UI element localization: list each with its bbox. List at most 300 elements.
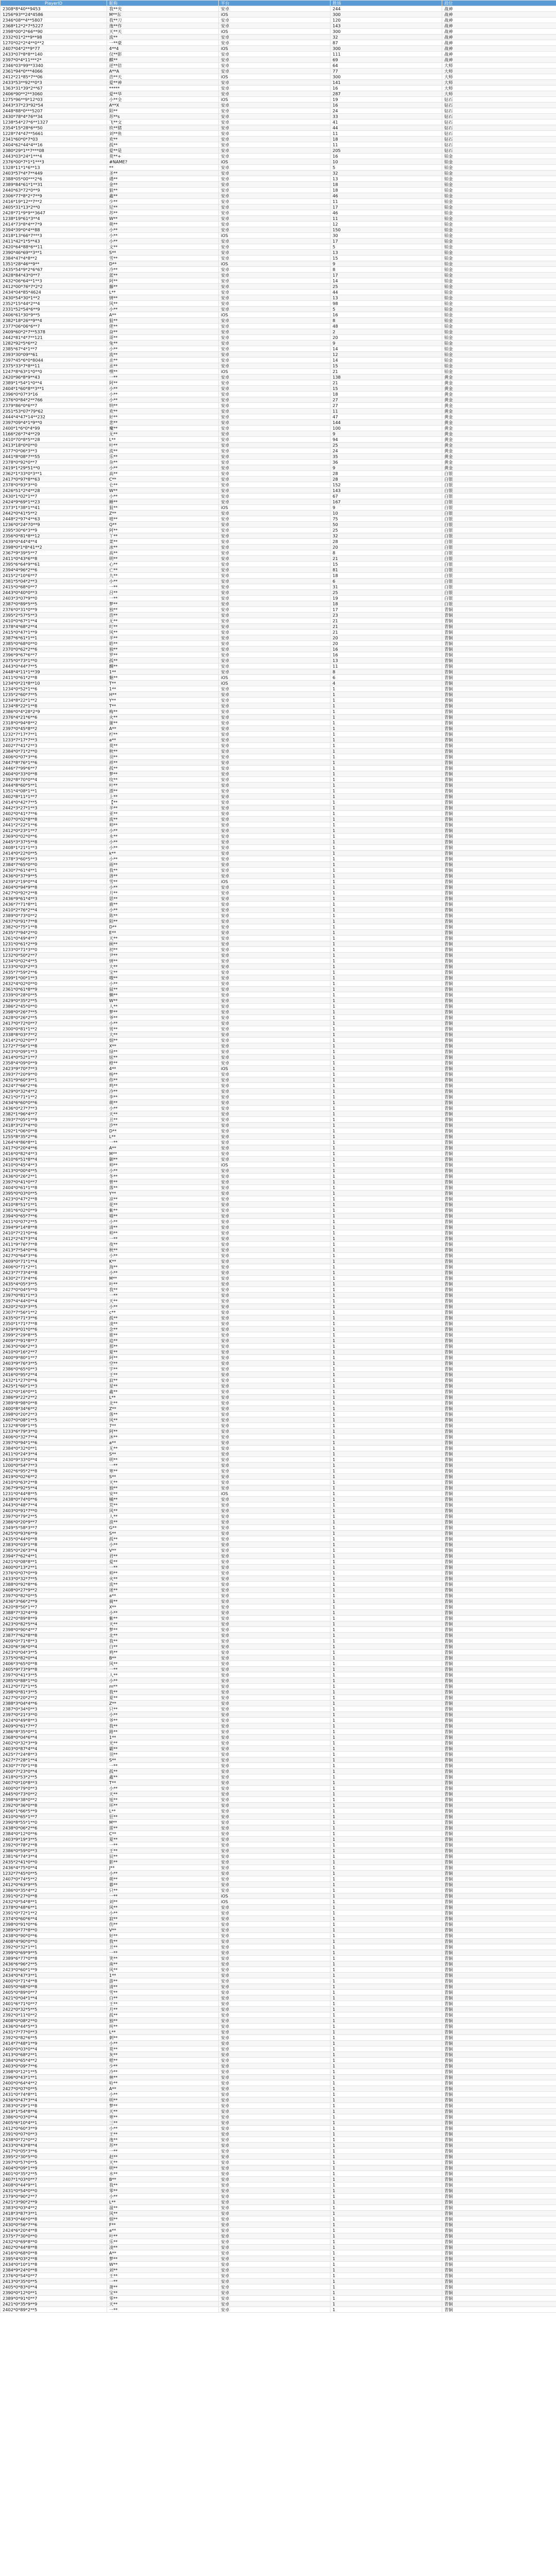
rank-cell: 青铜 xyxy=(442,1570,556,1576)
platform-cell: 安卓 xyxy=(219,1599,331,1604)
nickname-cell: 好** xyxy=(107,1933,219,1939)
nickname-cell: 一**豪 xyxy=(107,40,219,46)
player-id-cell: 1234*0*52*1**6 xyxy=(1,686,107,692)
nickname-cell: 白** xyxy=(107,1644,219,1650)
platform-cell: 安卓 xyxy=(219,1848,331,1854)
table-row xyxy=(1,69,556,74)
player-id-cell: 2415*0*47*1**9 xyxy=(1,630,107,635)
rank-cell: 青铜 xyxy=(442,2109,556,2114)
wins-cell: 1 xyxy=(331,2035,442,2041)
rank-cell: 黄金 xyxy=(442,460,556,465)
wins-cell: 1 xyxy=(331,1021,442,1026)
table-row xyxy=(1,2069,556,2075)
wins-cell: 17 xyxy=(331,273,442,278)
table-row xyxy=(1,1196,556,1202)
wins-cell: 18 xyxy=(331,601,442,607)
nickname-cell: 悲** xyxy=(107,420,219,426)
nickname-cell: 小** xyxy=(107,465,219,471)
wins-cell: 27 xyxy=(331,403,442,409)
player-id-cell: 2421*0*08*8**1 xyxy=(1,1559,107,1565)
wins-cell: 20 xyxy=(331,335,442,341)
nickname-cell: 沐** xyxy=(107,1434,219,1440)
platform-cell: 安卓 xyxy=(219,267,331,273)
player-id-cell: 2407*04*2**9*77 xyxy=(1,46,107,52)
nickname-cell: 雨** xyxy=(107,862,219,868)
wins-cell: 36 xyxy=(331,460,442,465)
platform-cell: 安卓 xyxy=(219,658,331,664)
platform-cell: 安卓 xyxy=(219,1264,331,1270)
wins-cell: 9 xyxy=(331,341,442,346)
platform-cell: 安卓 xyxy=(219,703,331,709)
platform-cell: 安卓 xyxy=(219,1990,331,1995)
platform-cell: 安卓 xyxy=(219,1026,331,1032)
nickname-cell: 小** xyxy=(107,1270,219,1276)
player-id-cell: 2416*0*68*0**8 xyxy=(1,2250,107,2256)
nickname-cell: 叫** xyxy=(107,2024,219,2029)
wins-cell: 1 xyxy=(331,1009,442,1015)
table-row xyxy=(1,142,556,148)
nickname-cell: 小** xyxy=(107,2092,219,2097)
nickname-cell: 一** xyxy=(107,1140,219,1145)
rank-cell: 青铜 xyxy=(442,1366,556,1372)
platform-cell: 安卓 xyxy=(219,828,331,834)
player-id-cell: 2339*0*28*0**5 xyxy=(1,992,107,998)
nickname-cell: 叮** xyxy=(107,624,219,630)
rank-cell: 青铜 xyxy=(442,1684,556,1689)
nickname-cell: 海** xyxy=(107,1264,219,1270)
platform-cell: 安卓 xyxy=(219,1910,331,1916)
player-id-cell: 2411*0*24*3**4 xyxy=(1,1451,107,1457)
player-id-cell: 2434*0*10*1**8 xyxy=(1,2262,107,2267)
rank-cell: 青铜 xyxy=(442,1185,556,1191)
table-row xyxy=(1,1315,556,1321)
rank-cell: 铂金 xyxy=(442,352,556,358)
table-row xyxy=(1,2262,556,2267)
rank-cell: 青铜 xyxy=(442,2069,556,2075)
player-id-cell: 2423*7*73*4**8 xyxy=(1,1270,107,1276)
nickname-cell: 鑫** xyxy=(107,1774,219,1780)
table-row xyxy=(1,63,556,69)
nickname-cell: 夏** xyxy=(107,1349,219,1355)
table-row xyxy=(1,607,556,613)
table-row xyxy=(1,1599,556,1604)
rank-cell: 青铜 xyxy=(442,1559,556,1565)
player-id-cell: 2376*00*7*1*1***3 xyxy=(1,159,107,165)
wins-cell: 1 xyxy=(331,1474,442,1480)
table-row xyxy=(1,1162,556,1168)
table-row xyxy=(1,664,556,669)
player-id-cell: 2391*0*27*0**8 xyxy=(1,1893,107,1899)
table-row xyxy=(1,205,556,210)
player-id-cell: 2398*00*2*66**90 xyxy=(1,29,107,35)
platform-cell: 安卓 xyxy=(219,1310,331,1315)
nickname-cell: 明** xyxy=(107,1457,219,1463)
rank-cell: 青铜 xyxy=(442,2148,556,2154)
player-id-cell: 2403*9*19*3**5 xyxy=(1,1837,107,1842)
rank-cell: 青铜 xyxy=(442,839,556,845)
wins-cell: 1 xyxy=(331,1321,442,1327)
nickname-cell: 萌** xyxy=(107,1876,219,1882)
rank-cell: 青铜 xyxy=(442,1457,556,1463)
rank-cell: 铂金 xyxy=(442,222,556,227)
rank-cell: 青铜 xyxy=(442,2177,556,2182)
rank-cell: 青铜 xyxy=(442,1151,556,1157)
table-row xyxy=(1,2222,556,2228)
table-row xyxy=(1,1015,556,1021)
table-row xyxy=(1,686,556,692)
wins-cell: 1 xyxy=(331,1004,442,1009)
wins-cell: 1 xyxy=(331,2154,442,2160)
nickname-cell: 心** xyxy=(107,562,219,567)
nickname-cell: 追** xyxy=(107,1338,219,1344)
platform-cell: 安卓 xyxy=(219,1009,331,1015)
nickname-cell: 孤** xyxy=(107,1536,219,1542)
rank-cell: 青铜 xyxy=(442,1644,556,1650)
wins-cell: 1 xyxy=(331,1236,442,1242)
table-row xyxy=(1,261,556,267)
nickname-cell: 天** xyxy=(107,1298,219,1304)
rank-cell: 黄金 xyxy=(442,437,556,443)
wins-cell: 1 xyxy=(331,1412,442,1417)
wins-cell: 1 xyxy=(331,919,442,924)
platform-cell: 安卓 xyxy=(219,165,331,171)
table-row xyxy=(1,732,556,737)
wins-cell: 141 xyxy=(331,80,442,86)
rank-cell: 青铜 xyxy=(442,1157,556,1162)
nickname-cell: 皓** xyxy=(107,641,219,647)
platform-cell: 安卓 xyxy=(219,1593,331,1599)
nickname-cell: 哦** xyxy=(107,975,219,981)
rank-cell: 铂金 xyxy=(442,301,556,307)
player-id-cell: 2385*0*88*1**0 xyxy=(1,1678,107,1684)
table-row xyxy=(1,318,556,324)
rank-cell: 黄金 xyxy=(442,431,556,437)
platform-cell: 安卓 xyxy=(219,862,331,868)
nickname-cell: 烟** xyxy=(107,1038,219,1043)
table-row xyxy=(1,1151,556,1157)
player-id-cell: 2384*47*4*8**2 xyxy=(1,256,107,261)
rank-cell: 战神 xyxy=(442,52,556,57)
platform-cell: 安卓 xyxy=(219,1213,331,1219)
rank-cell: 铂金 xyxy=(442,369,556,375)
table-row xyxy=(1,1094,556,1100)
nickname-cell: 骑** xyxy=(107,1599,219,1604)
table-row xyxy=(1,1055,556,1060)
player-id-cell: 2407*1*03*0**7 xyxy=(1,2177,107,2182)
nickname-cell: 小** xyxy=(107,1304,219,1310)
platform-cell: 安卓 xyxy=(219,1718,331,1723)
rank-cell: 青铜 xyxy=(442,1542,556,1548)
platform-cell: 安卓 xyxy=(219,409,331,414)
nickname-cell: 小** xyxy=(107,239,219,244)
table-row xyxy=(1,1525,556,1531)
platform-cell: 安卓 xyxy=(219,1684,331,1689)
nickname-cell: 藤** xyxy=(107,284,219,290)
nickname-cell: 鸡** xyxy=(107,1650,219,1655)
table-row xyxy=(1,2114,556,2120)
platform-cell: 安卓 xyxy=(219,754,331,760)
player-id-cell: 2440*63*72*0**9 xyxy=(1,188,107,193)
player-id-cell: 2442*3*27*1**3 xyxy=(1,805,107,811)
nickname-cell: M**东 xyxy=(107,12,219,18)
platform-cell: 安卓 xyxy=(219,1701,331,1706)
player-id-cell: 2367*9*39*5**7 xyxy=(1,550,107,556)
nickname-cell: 玖**猪 xyxy=(107,125,219,131)
player-id-cell: 1236*0*24*70**9 xyxy=(1,522,107,528)
player-id-cell: 2383*0*03*1**8 xyxy=(1,1542,107,1548)
wins-cell: 17 xyxy=(331,205,442,210)
table-row xyxy=(1,312,556,318)
player-id-cell: 2375*33*7*8**11 xyxy=(1,363,107,369)
nickname-cell: 天** xyxy=(107,2301,219,2307)
wins-cell: 1 xyxy=(331,1293,442,1298)
table-row xyxy=(1,250,556,256)
platform-cell: iOS xyxy=(219,675,331,681)
player-id-cell: 1282*92*5*6**2 xyxy=(1,341,107,346)
table-row xyxy=(1,879,556,885)
platform-cell: 安卓 xyxy=(219,1978,331,1984)
wins-cell: 47 xyxy=(331,414,442,420)
nickname-cell: 小** xyxy=(107,397,219,403)
nickname-cell: A** xyxy=(107,1145,219,1151)
platform-cell: 安卓 xyxy=(219,1032,331,1038)
rank-cell: 白银 xyxy=(442,533,556,539)
player-id-cell: 2402*0*44*8**8 xyxy=(1,2245,107,2250)
rank-cell: 青铜 xyxy=(442,1281,556,1287)
table-row xyxy=(1,579,556,584)
wins-cell: 1 xyxy=(331,1990,442,1995)
player-id-cell: 2436*0*26*2**1 xyxy=(1,1174,107,1179)
player-id-cell: 1264*4*86*8**1 xyxy=(1,1140,107,1145)
rank-cell: 青铜 xyxy=(442,2171,556,2177)
table-row xyxy=(1,692,556,698)
platform-cell: 安卓 xyxy=(219,1157,331,1162)
player-id-cell: 2394*7*62*4**1 xyxy=(1,1553,107,1559)
platform-cell: 安卓 xyxy=(219,2250,331,2256)
player-id-cell: 2409*0*71*8**3 xyxy=(1,1638,107,1644)
player-id-cell: 2378*0*92*0**7 xyxy=(1,460,107,465)
wins-cell: 1 xyxy=(331,1383,442,1389)
nickname-cell: 【** xyxy=(107,800,219,805)
player-id-cell: 2432*0*69*8**0 xyxy=(1,2239,107,2245)
table-row xyxy=(1,471,556,477)
player-id-cell: 2397*0*41*0**7 xyxy=(1,1179,107,1185)
rank-cell: 青铜 xyxy=(442,2012,556,2018)
wins-cell: 1 xyxy=(331,1100,442,1106)
nickname-cell: W** xyxy=(107,216,219,222)
player-id-cell: 2407*0*02*8**8 xyxy=(1,817,107,822)
wins-cell: 1 xyxy=(331,845,442,851)
player-id-cell: 2414*0*42*7**5 xyxy=(1,800,107,805)
platform-cell: 安卓 xyxy=(219,1905,331,1910)
rank-cell: 黄金 xyxy=(442,443,556,448)
player-id-cell: 2397*0*81*1**3 xyxy=(1,1293,107,1298)
wins-cell: 1 xyxy=(331,1519,442,1525)
nickname-cell: L** xyxy=(107,1134,219,1140)
rank-cell: 青铜 xyxy=(442,726,556,732)
wins-cell: 100 xyxy=(331,426,442,431)
player-id-cell: 2425*7*24*8**3 xyxy=(1,1752,107,1757)
player-id-cell: 2436*7*71*8**1 xyxy=(1,902,107,907)
player-id-cell: 2392*8*70*0**4 xyxy=(1,777,107,783)
rank-cell: 青铜 xyxy=(442,2301,556,2307)
table-row xyxy=(1,1321,556,1327)
rank-cell: 青铜 xyxy=(442,1060,556,1066)
wins-cell: 1 xyxy=(331,1848,442,1854)
nickname-cell: 一** xyxy=(107,584,219,590)
platform-cell: 安卓 xyxy=(219,1831,331,1837)
wins-cell: 1 xyxy=(331,1219,442,1225)
table-row xyxy=(1,766,556,771)
player-id-cell: 2381*6*02*0**9 xyxy=(1,1208,107,1213)
wins-cell: 10 xyxy=(331,511,442,516)
nickname-cell: 刺** xyxy=(107,2035,219,2041)
nickname-cell: 丞** xyxy=(107,358,219,363)
rank-cell: 青铜 xyxy=(442,2001,556,2007)
nickname-cell: 嘻** xyxy=(107,516,219,522)
rank-cell: 青铜 xyxy=(442,737,556,743)
wins-cell: 1 xyxy=(331,896,442,902)
player-id-cell: 1270*02*2*4**0**2 xyxy=(1,40,107,46)
nickname-cell: 风** xyxy=(107,1417,219,1423)
nickname-cell: 金** xyxy=(107,182,219,188)
player-id-cell: 2375*0*82*0**4 xyxy=(1,1655,107,1661)
nickname-cell: 凌** xyxy=(107,1321,219,1327)
player-id-cell: 2403*57*4*7**449 xyxy=(1,171,107,176)
rank-cell: 青铜 xyxy=(442,1508,556,1514)
table-row xyxy=(1,1638,556,1644)
player-id-cell: 2424*6*20*4**8 xyxy=(1,2228,107,2233)
table-row xyxy=(1,652,556,658)
platform-cell: 安卓 xyxy=(219,1100,331,1106)
rank-cell: 青铜 xyxy=(442,828,556,834)
player-id-cell: 2397*0*57*0**5 xyxy=(1,2160,107,2165)
wins-cell: 20 xyxy=(331,641,442,647)
player-id-cell: 2430*2*73*4**6 xyxy=(1,1276,107,1281)
rank-cell: 大师 xyxy=(442,69,556,74)
nickname-cell: 小** xyxy=(107,1253,219,1259)
wins-cell: 1 xyxy=(331,2007,442,2012)
nickname-cell: 梦** xyxy=(107,771,219,777)
platform-cell: 安卓 xyxy=(219,2267,331,2273)
wins-cell: 1 xyxy=(331,692,442,698)
rank-cell: 青铜 xyxy=(442,998,556,1004)
rank-cell: 铂金 xyxy=(442,295,556,301)
rank-cell: 青铜 xyxy=(442,1089,556,1094)
player-id-cell: 2397*0*41*3**5 xyxy=(1,1672,107,1678)
player-id-cell: 2439*0*44*4**4 xyxy=(1,539,107,545)
nickname-cell: 1** xyxy=(107,1735,219,1740)
wins-cell: 1 xyxy=(331,749,442,754)
player-id-cell: 2307*7*56*1**2 xyxy=(1,1310,107,1315)
nickname-cell: 流** xyxy=(107,448,219,454)
platform-cell: 安卓 xyxy=(219,1191,331,1196)
rank-cell: 白银 xyxy=(442,567,556,573)
wins-cell: 1 xyxy=(331,879,442,885)
wins-cell: 1 xyxy=(331,958,442,964)
table-row xyxy=(1,1032,556,1038)
platform-cell: 安卓 xyxy=(219,2199,331,2205)
rank-cell: 青铜 xyxy=(442,715,556,720)
nickname-cell: 浪** xyxy=(107,1519,219,1525)
rank-cell: 青铜 xyxy=(442,1100,556,1106)
table-row xyxy=(1,647,556,652)
rank-cell: 铂金 xyxy=(442,171,556,176)
table-row xyxy=(1,1650,556,1655)
platform-cell: 安卓 xyxy=(219,1344,331,1349)
table-row xyxy=(1,12,556,18)
platform-cell: 安卓 xyxy=(219,18,331,23)
rank-cell: 青铜 xyxy=(442,1701,556,1706)
rank-cell: 铂金 xyxy=(442,227,556,233)
table-row xyxy=(1,335,556,341)
wins-cell: 1 xyxy=(331,737,442,743)
player-id-cell: 2443*0*48*7**4 xyxy=(1,1502,107,1508)
col-header-wins: 胜场 xyxy=(331,1,442,6)
table-row xyxy=(1,488,556,494)
nickname-cell: 鑫** xyxy=(107,1389,219,1395)
wins-cell: 25 xyxy=(331,528,442,533)
wins-cell: 32 xyxy=(331,35,442,40)
wins-cell: 1 xyxy=(331,754,442,760)
platform-cell: 安卓 xyxy=(219,1582,331,1587)
player-id-cell: 2362*1*33*0*3**1 xyxy=(1,471,107,477)
rank-cell: 青铜 xyxy=(442,981,556,987)
platform-cell: 安卓 xyxy=(219,1463,331,1468)
rank-cell: 青铜 xyxy=(442,1695,556,1701)
nickname-cell: 尹** xyxy=(107,953,219,958)
wins-cell: 1 xyxy=(331,1735,442,1740)
rank-cell: 青铜 xyxy=(442,788,556,794)
rank-cell: 青铜 xyxy=(442,2182,556,2188)
table-row xyxy=(1,698,556,703)
nickname-cell: 一** xyxy=(107,596,219,601)
player-id-cell: 2410*0*16*2**7 xyxy=(1,1349,107,1355)
rank-cell: 铂金 xyxy=(442,193,556,199)
table-row xyxy=(1,851,556,856)
wins-cell: 1 xyxy=(331,1038,442,1043)
rank-cell: 铂金 xyxy=(442,199,556,205)
wins-cell: 1 xyxy=(331,1712,442,1718)
nickname-cell: 君** xyxy=(107,1553,219,1559)
table-row xyxy=(1,2120,556,2126)
platform-cell: 安卓 xyxy=(219,403,331,409)
nickname-cell: H** xyxy=(107,692,219,698)
table-row xyxy=(1,601,556,607)
table-row xyxy=(1,244,556,250)
platform-cell: 安卓 xyxy=(219,273,331,278)
platform-cell: 安卓 xyxy=(219,1451,331,1457)
wins-cell: 1 xyxy=(331,2024,442,2029)
table-row xyxy=(1,1735,556,1740)
nickname-cell: 一** xyxy=(107,1293,219,1298)
rank-cell: 青铜 xyxy=(442,2284,556,2290)
platform-cell: 安卓 xyxy=(219,771,331,777)
table-row xyxy=(1,171,556,176)
table-row xyxy=(1,159,556,165)
wins-cell: 1 xyxy=(331,726,442,732)
platform-cell: 安卓 xyxy=(219,1270,331,1276)
wins-cell: 1 xyxy=(331,981,442,987)
rank-cell: 铂金 xyxy=(442,278,556,284)
table-row xyxy=(1,1140,556,1145)
rank-cell: 白银 xyxy=(442,488,556,494)
platform-cell: 安卓 xyxy=(219,1123,331,1128)
table-row xyxy=(1,284,556,290)
rank-cell: 铂金 xyxy=(442,176,556,182)
table-row xyxy=(1,1808,556,1814)
rank-cell: 白银 xyxy=(442,590,556,596)
